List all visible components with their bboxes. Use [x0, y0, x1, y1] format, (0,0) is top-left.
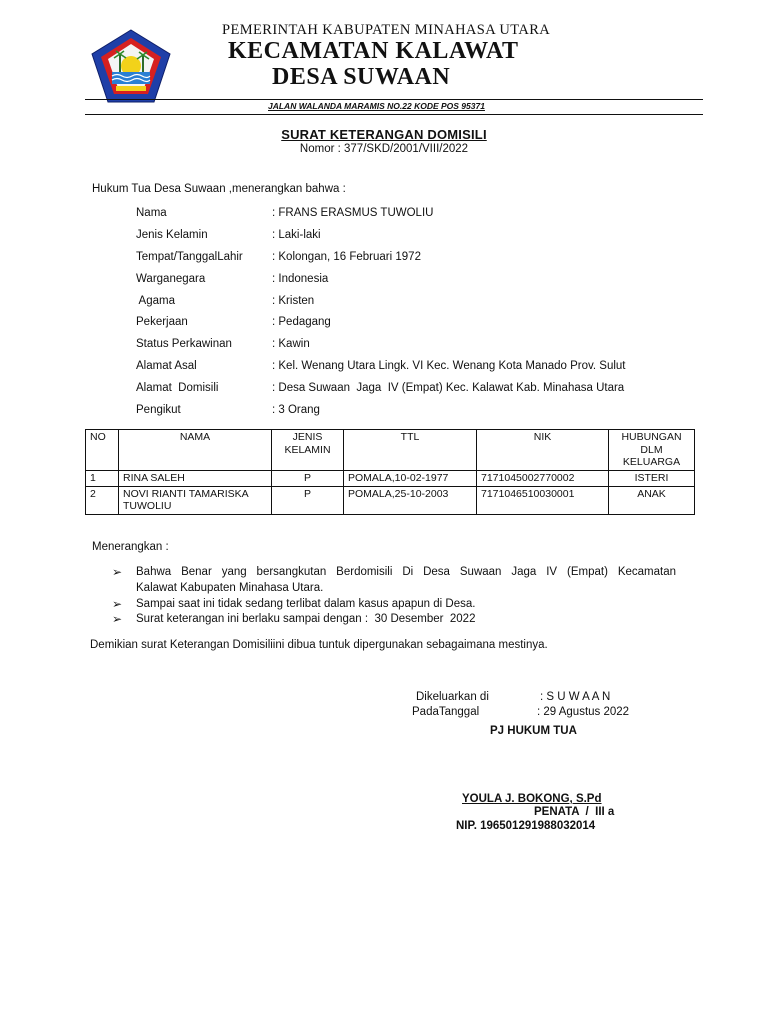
field-label-status: Status Perkawinan	[136, 338, 232, 350]
cell-ttl: POMALA,10-02-1977	[344, 471, 477, 487]
cell-nik: 7171045002770002	[477, 471, 609, 487]
arrowhead-bullet-icon: ➢	[112, 597, 123, 611]
col-header-ttl: TTL	[344, 430, 477, 471]
cell-ttl: POMALA,25-10-2003	[344, 486, 477, 514]
field-label-agama: Agama	[136, 295, 175, 307]
cell-hubungan: ANAK	[609, 486, 695, 514]
field-value-pengikut: : 3 Orang	[272, 404, 320, 416]
cell-no: 2	[86, 486, 119, 514]
closing-text: Demikian surat Keterangan Domisiliini dibua tuntuk dipergunakan sebagaimana mestinya.	[90, 639, 548, 651]
table-row	[86, 471, 695, 487]
field-value-pekerjaan: : Pedagang	[272, 316, 331, 328]
cell-jenis-kelamin: P	[272, 486, 344, 514]
intro-text: Hukum Tua Desa Suwaan ,menerangkan bahwa :	[92, 183, 346, 195]
signatory-nip: NIP. 196501291988032014	[456, 820, 596, 832]
cell-hubungan: ISTERI	[609, 471, 695, 487]
col-header-no: NO	[86, 430, 119, 471]
col-header-hubungan: HUBUNGAN DLM KELUARGA	[609, 430, 695, 471]
signatory-position: PJ HUKUM TUA	[490, 725, 577, 737]
cell-no: 1	[86, 471, 119, 487]
field-label-alamat-domisili: Alamat Domisili	[136, 382, 219, 394]
col-header-nik: NIK	[477, 430, 609, 471]
issued-date-value: : 29 Agustus 2022	[537, 706, 630, 718]
col-header-nama: NAMA	[119, 430, 272, 471]
statement-1-line2: Kalawat Kabupaten Minahasa Utara.	[136, 582, 324, 594]
field-label-pengikut: Pengikut	[136, 404, 181, 416]
cell-nama: NOVI RIANTI TAMARISKA TUWOLIU	[119, 486, 272, 514]
field-value-jenis-kelamin: : Laki-laki	[272, 229, 321, 241]
field-label-nama: Nama	[136, 207, 167, 219]
family-table	[85, 429, 695, 515]
cell-nama: RINA SALEH	[119, 471, 272, 487]
arrowhead-bullet-icon: ➢	[112, 565, 123, 579]
letterhead-address: JALAN WALANDA MARAMIS NO.22 KODE POS 95371	[268, 101, 485, 111]
statement-1-line1: Bahwa Benar yang bersangkutan Berdomisili Di Desa Suwaan Jaga IV (Empat) Kecamatan	[136, 566, 676, 578]
signatory-rank: PENATA / III a	[534, 806, 615, 818]
letterhead-government: PEMERINTAH KABUPATEN MINAHASA UTARA	[222, 22, 551, 38]
document-title: SURAT KETERANGAN DOMISILI	[281, 127, 487, 142]
letterhead-village: DESA SUWAAN	[272, 64, 451, 90]
field-value-ttl: : Kolongan, 16 Februari 1972	[272, 251, 421, 263]
cell-nik: 7171046510030001	[477, 486, 609, 514]
table-row	[86, 486, 695, 514]
field-label-pekerjaan: Pekerjaan	[136, 316, 188, 328]
col-header-jenis-kelamin: JENIS KELAMIN	[272, 430, 344, 471]
field-value-warganegara: : Indonesia	[272, 273, 329, 285]
document-number: Nomor : 377/SKD/2001/VIII/2022	[299, 143, 469, 155]
field-label-alamat-asal: Alamat Asal	[136, 360, 197, 372]
field-value-status: : Kawin	[272, 338, 310, 350]
menerangkan-heading: Menerangkan :	[92, 541, 169, 553]
field-value-alamat-domisili: : Desa Suwaan Jaga IV (Empat) Kec. Kalawat Kab. Minahasa Utara	[272, 382, 625, 394]
letterhead-district: KECAMATAN KALAWAT	[228, 38, 519, 64]
issued-date-label: PadaTanggal	[412, 706, 480, 718]
statement-2: Sampai saat ini tidak sedang terlibat dalam kasus apapun di Desa.	[136, 598, 476, 610]
issued-place-label: Dikeluarkan di	[416, 691, 489, 703]
letterhead-rule-top	[85, 99, 703, 100]
field-value-agama: : Kristen	[272, 295, 315, 307]
field-value-alamat-asal: : Kel. Wenang Utara Lingk. VI Kec. Wenang Kota Manado Prov. Sulut	[272, 360, 626, 372]
field-label-jenis-kelamin: Jenis Kelamin	[136, 229, 208, 241]
table-header-row	[86, 430, 695, 471]
arrowhead-bullet-icon: ➢	[112, 612, 123, 626]
issued-place-value: : S U W A A N	[540, 691, 611, 703]
field-label-warganegara: Warganegara	[136, 273, 206, 285]
field-label-ttl: Tempat/TanggalLahir	[136, 251, 243, 263]
signatory-name: YOULA J. BOKONG, S.Pd	[462, 793, 602, 805]
letterhead-rule-bottom	[85, 114, 703, 115]
statement-3: Surat keterangan ini berlaku sampai dengan : 30 Desember 2022	[136, 613, 476, 625]
cell-jenis-kelamin: P	[272, 471, 344, 487]
field-value-nama: : FRANS ERASMUS TUWOLIU	[272, 207, 434, 219]
regency-emblem-icon	[90, 28, 172, 104]
